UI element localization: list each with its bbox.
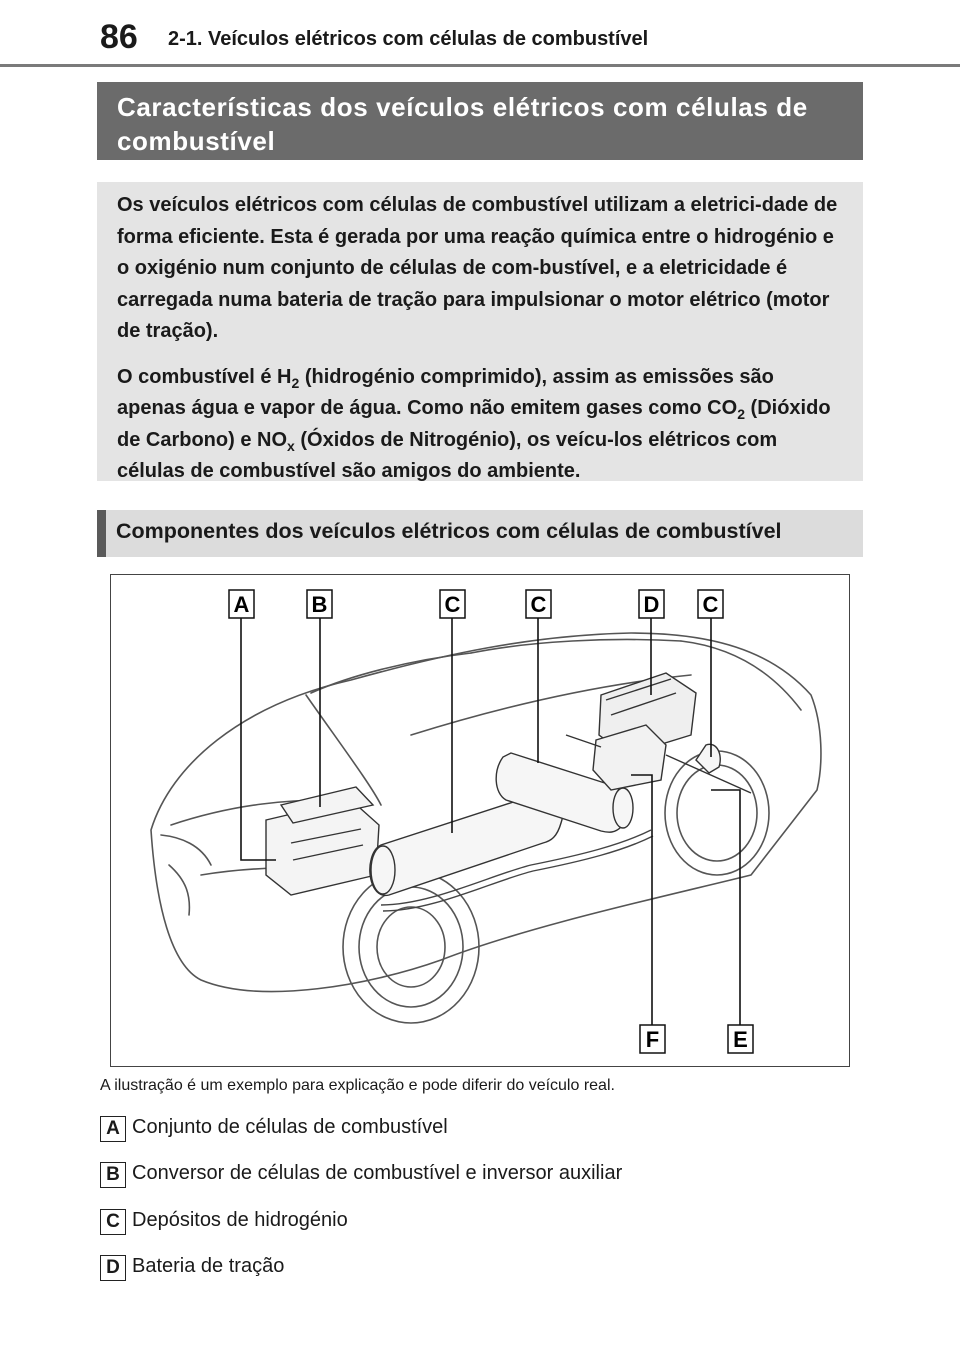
legend-text: Conversor de células de combustível e inversor auxiliar bbox=[132, 1162, 623, 1184]
legend-key: B bbox=[100, 1162, 126, 1188]
svg-text:B: B bbox=[311, 592, 328, 617]
svg-text:F: F bbox=[645, 1027, 660, 1052]
intro-paragraph-1: Os veículos elétricos com células de combustível utilizam a eletrici-dade de forma eficiente. Esta é gerada por uma reação química entre o hidrogénio e o oxigénio num conjunto de células de com-bustível, e a eletricidade é carregada numa bateria de tração para impulsionar o motor elétrico (motor de tração). bbox=[117, 194, 838, 342]
vehicle-components-illustration bbox=[110, 574, 850, 1067]
running-head: 2-1. Veículos elétricos com células de combustível bbox=[168, 28, 649, 50]
svg-text:C: C bbox=[530, 592, 547, 617]
callout-c-1 bbox=[440, 590, 465, 618]
callout-f bbox=[640, 1025, 665, 1053]
legend-key: A bbox=[100, 1116, 126, 1142]
svg-text:C: C bbox=[444, 592, 461, 617]
page-number: 86 bbox=[100, 18, 138, 56]
legend-key: C bbox=[100, 1209, 126, 1235]
svg-text:A: A bbox=[233, 592, 250, 617]
section-title-features: Características dos veículos elétricos com células de combustível bbox=[97, 82, 863, 160]
intro-box bbox=[97, 182, 863, 481]
callout-c-3 bbox=[698, 590, 723, 618]
callout-d bbox=[639, 590, 664, 618]
callout-a bbox=[229, 590, 254, 618]
callout-e bbox=[728, 1025, 753, 1053]
vehicle-illustration-svg bbox=[111, 575, 849, 1066]
intro-paragraph-2: O combustível é $H_2$ (hidrogénio comprimido), assim as emissões são apenas água e vapor de água. Como não emitem gases como $CO_2$ (Dióxido de Carbono) e $NO_x$ (Óxidos de Nitrogénio), os veícu-los elétricos com células de combustível são amigos do ambiente. bbox=[117, 365, 831, 482]
header-rule bbox=[0, 64, 960, 67]
svg-text:C: C bbox=[702, 592, 719, 617]
legend-key: D bbox=[100, 1255, 126, 1281]
callout-b bbox=[307, 590, 332, 618]
figure-caption: A ilustração é um exemplo para explicação e pode diferir do veículo real. bbox=[100, 1077, 615, 1094]
legend-text: Conjunto de células de combustível bbox=[132, 1116, 448, 1138]
section-title-components: Componentes dos veículos elétricos com células de combustível bbox=[97, 510, 863, 557]
legend-text: Bateria de tração bbox=[132, 1255, 285, 1277]
callout-c-2 bbox=[526, 590, 551, 618]
svg-text:D: D bbox=[643, 592, 660, 617]
legend-text: Depósitos de hidrogénio bbox=[132, 1209, 348, 1231]
svg-text:E: E bbox=[733, 1027, 748, 1052]
